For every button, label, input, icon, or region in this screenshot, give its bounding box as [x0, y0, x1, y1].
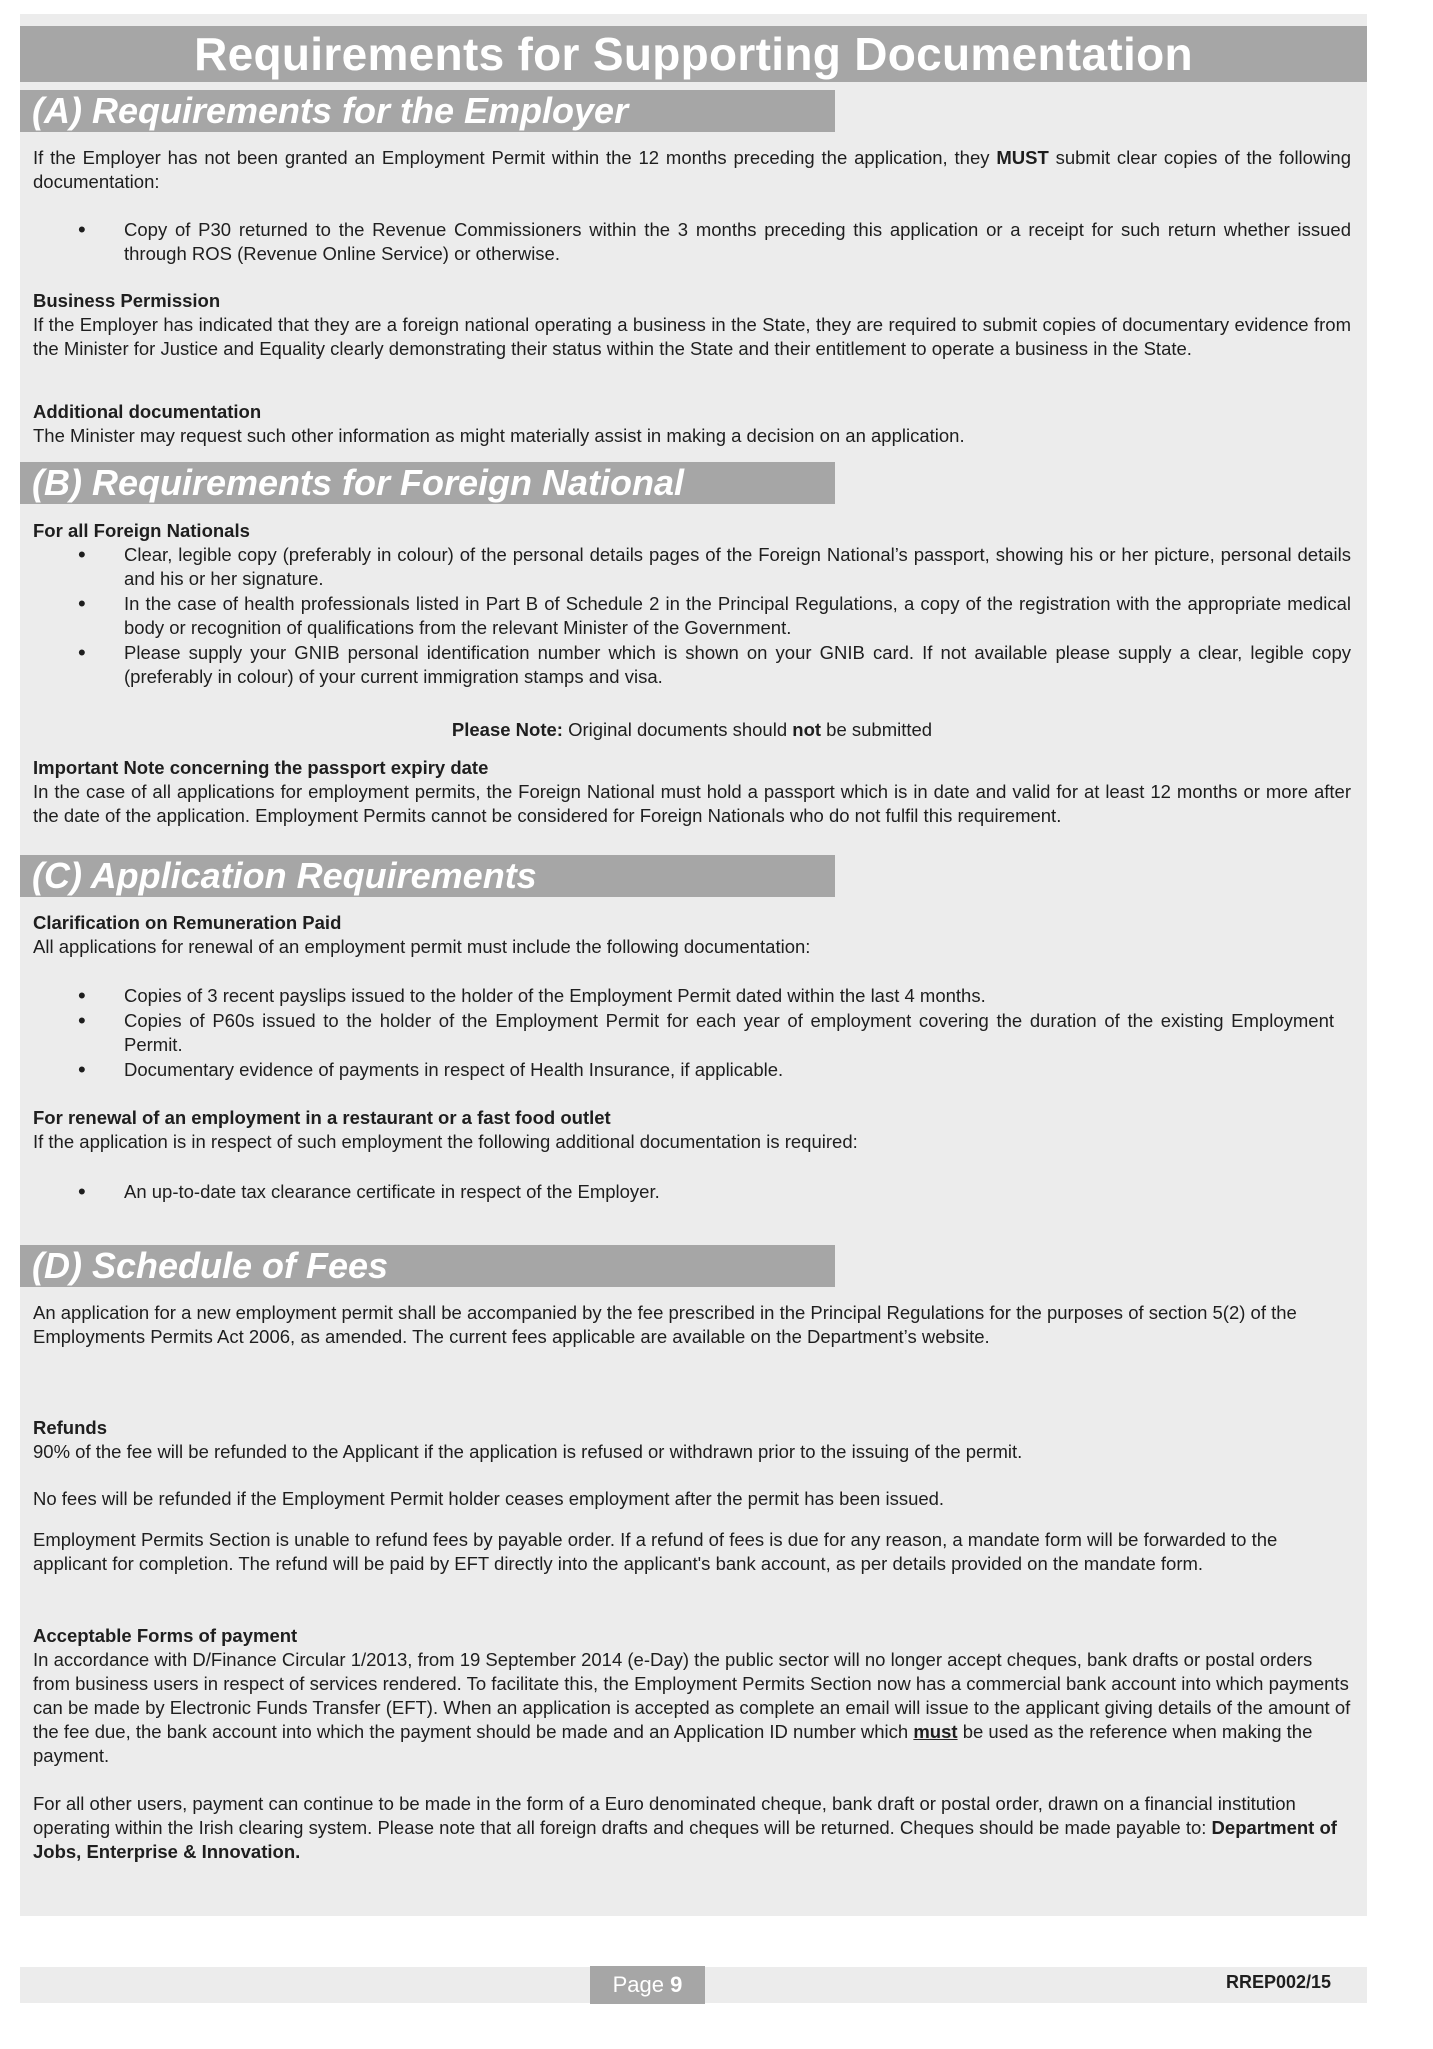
p60s-bullet: Copies of P60s issued to the holder of the Employment Permit for each year of employment covering the duration of the existing Employment Permit. — [124, 1010, 1334, 1055]
bullet-icon: • — [78, 542, 86, 567]
page-indicator: Page 9 — [590, 1966, 705, 2004]
payable-order-text: Employment Permits Section is unable to refund fees by payable order. If a refund of fees is due for any reason, a mandate form will be forwarded to the applicant for completion. The refund will be paid by EFT directly into the applicant's bank account, as per details provided on the mandate form. — [33, 1529, 1278, 1574]
must-emphasis: MUST — [996, 147, 1049, 168]
bullet-icon: • — [78, 217, 86, 242]
tax-clearance-bullet: An up-to-date tax clearance certificate in respect of the Employer. — [124, 1181, 660, 1202]
bullet-icon: • — [78, 1008, 86, 1033]
must-underlined: must — [913, 1721, 958, 1742]
section-c-heading: (C) Application Requirements — [20, 855, 835, 897]
payment-forms-text: In accordance with D/Finance Circular 1/2013, from 19 September 2014 (e-Day) the public sector will no longer accept cheques, bank drafts or postal orders from business users in respect of services rendered. To facilitate this, the Employment Permits Section now has a commercial bank account into which payments can be made by Electronic Funds Transfer (EFT). When an application is accepted as complete an email will issue to the applicant giving details of the amount of the fee due, the bank account into which the payment should be made and an Application ID number which must be used as the reference when making the payment. — [33, 1649, 1351, 1766]
section-b-heading: (B) Requirements for Foreign National — [20, 462, 835, 504]
restaurant-renewal-heading: For renewal of an employment in a restaurant or a fast food outlet — [33, 1107, 611, 1128]
payslips-bullet: Copies of 3 recent payslips issued to the holder of the Employment Permit dated within the last 4 months. — [124, 985, 986, 1006]
bullet-icon: • — [78, 591, 86, 616]
passport-expiry-text: In the case of all applications for employment permits, the Foreign National must hold a passport which is in date and valid for at least 12 months or more after the date of the application. Employment Permits cannot be considered for Foreign Nationals who do not fulfil this requirement. — [33, 781, 1351, 826]
section-d-heading: (D) Schedule of Fees — [20, 1245, 835, 1287]
document-code: RREP002/15 — [1226, 1972, 1332, 1992]
bullet-icon: • — [78, 640, 86, 665]
bullet-icon: • — [78, 983, 86, 1008]
additional-documentation-heading: Additional documentation — [33, 401, 262, 422]
fees-intro: An application for a new employment permit shall be accompanied by the fee prescribed in the Principal Regulations for the purposes of section 5(2) of the Employments Permits Act 2006, as amended. The current fees applicable are available on the Department’s website. — [33, 1302, 1297, 1347]
business-permission-heading: Business Permission — [33, 290, 221, 311]
other-users-text: For all other users, payment can continue to be made in the form of a Euro denominated cheque, bank draft or postal order, drawn on a financial institution operating within the Irish clearing system. Please note that all foreign drafts and cheques will be returned. Cheques should be made payable to: Department of Jobs, Enterprise & Innovation. — [33, 1793, 1337, 1862]
additional-documentation-text: The Minister may request such other information as might materially assist in making a decision on an application. — [33, 425, 965, 446]
section-a-bullet-p30: Copy of P30 returned to the Revenue Commissioners within the 3 months preceding this application or a receipt for such return whether issued through ROS (Revenue Online Service) or otherwise. — [124, 219, 1351, 264]
business-permission-text: If the Employer has indicated that they are a foreign national operating a business in the State, they are required to submit copies of documentary evidence from the Minister for Justice and Equality clearly demonstrating their status within the State and their entitlement to operate a business in the State. — [33, 314, 1351, 359]
gnib-bullet: Please supply your GNIB personal identification number which is shown on your GNIB card. If not available please supply a clear, legible copy (preferably in colour) of your current immigration stamps and visa. — [124, 642, 1351, 687]
passport-expiry-heading: Important Note concerning the passport expiry date — [33, 757, 489, 778]
payee-name: Department of Jobs, Enterprise & Innovation. — [33, 1817, 1337, 1862]
passport-copy-bullet: Clear, legible copy (preferably in colour) of the personal details pages of the Foreign National’s passport, showing his or her picture, personal details and his or her signature. — [124, 544, 1351, 589]
health-insurance-bullet: Documentary evidence of payments in respect of Health Insurance, if applicable. — [124, 1059, 784, 1080]
foreign-nationals-heading: For all Foreign Nationals — [33, 520, 250, 541]
bullet-icon: • — [78, 1179, 86, 1204]
section-a-intro: If the Employer has not been granted an Employment Permit within the 12 months preceding the application, they MUST submit clear copies of the following documentation: — [33, 147, 1351, 192]
refunds-text: 90% of the fee will be refunded to the Applicant if the application is refused or withdrawn prior to the issuing of the permit. — [33, 1441, 1023, 1462]
no-refund-text: No fees will be refunded if the Employment Permit holder ceases employment after the permit has been issued. — [33, 1488, 945, 1509]
refunds-heading: Refunds — [33, 1417, 107, 1438]
health-professionals-bullet: In the case of health professionals listed in Part B of Schedule 2 in the Principal Regulations, a copy of the registration with the appropriate medical body or recognition of qualifications from the relevant Minister of the Government. — [124, 593, 1351, 638]
section-a-heading: (A) Requirements for the Employer — [20, 90, 835, 132]
restaurant-renewal-text: If the application is in respect of such employment the following additional documentation is required: — [33, 1131, 858, 1152]
please-note: Please Note: Original documents should not be submitted — [451, 719, 933, 740]
page-title: Requirements for Supporting Documentation — [20, 26, 1367, 82]
remuneration-text: All applications for renewal of an employment permit must include the following documentation: — [33, 936, 811, 957]
payment-forms-heading: Acceptable Forms of payment — [33, 1625, 298, 1646]
remuneration-heading: Clarification on Remuneration Paid — [33, 912, 342, 933]
bullet-icon: • — [78, 1057, 86, 1082]
